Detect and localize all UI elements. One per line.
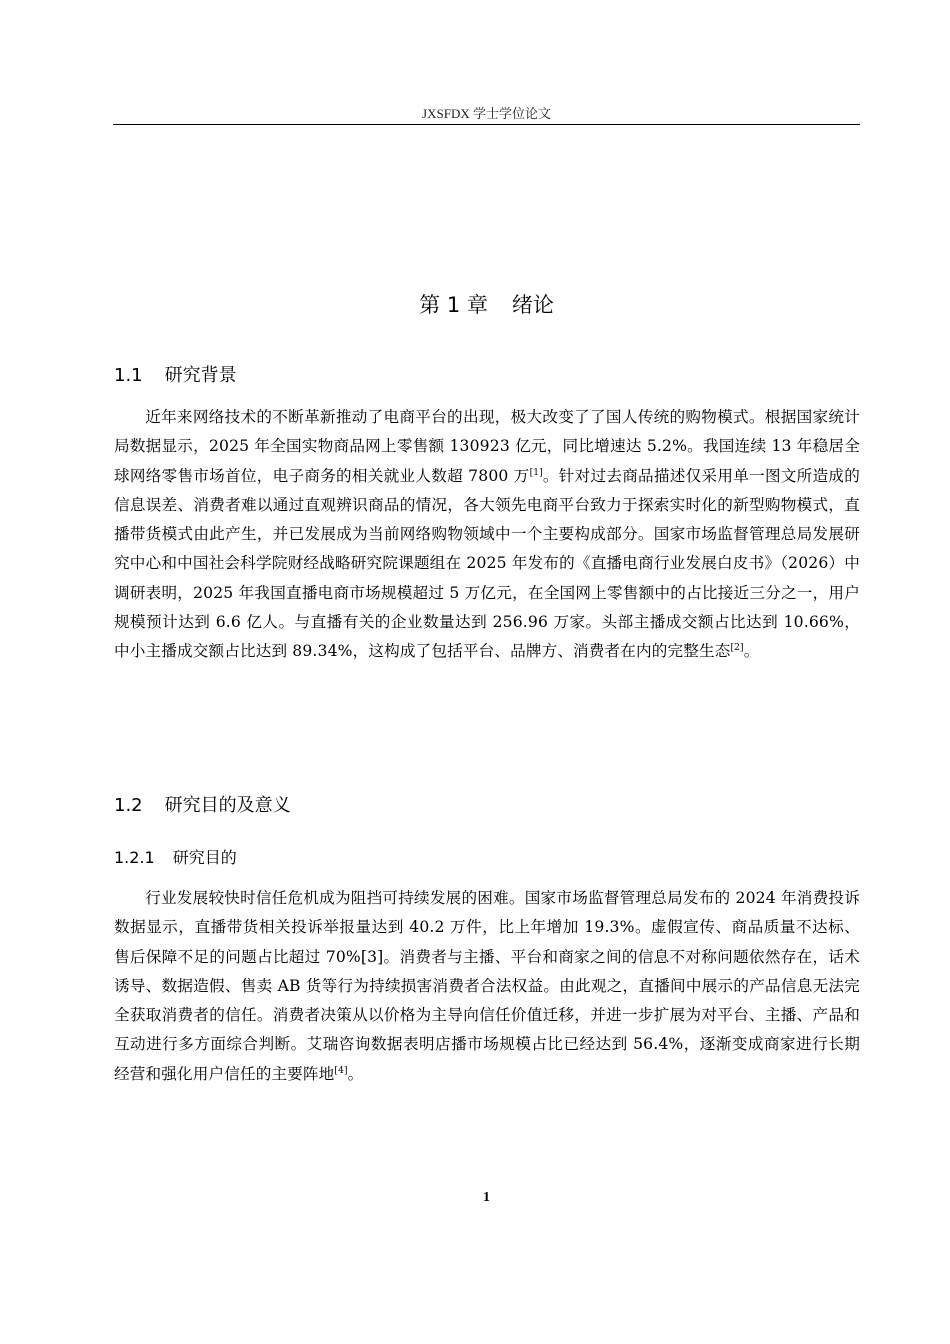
running-header: JXSFDX 学士学位论文 [422, 106, 551, 121]
section-number: 1.1 [114, 365, 143, 386]
paragraph-text: 行业发展较快时信任危机成为阻挡可持续发展的困难。国家市场监督管理总局发布的 2024 年消费投诉数据显示，直播带货相关投诉举报量达到 40.2 万件，比上年增加 19.3%。虚假宣传、商品质量不达标、售后保障不足的问题占比超过 70%[3]。消费者与主播、平台和商家之间的信息不对称问题依然存在，话术诱导、数据造假、售卖 AB 货等行为持续损害消费者合法权益。由此观之，直播间中展示的产品信息无法完全获取消费者的信任。消费者决策从以价格为主导向信任价值迁移，并进一步扩展为对平台、主播、产品和互动进行多方面综合判断。艾瑞咨询数据表明店播市场规模占比已经达到 56.4%，逐渐变成商家进行长期经营和强化用户信任的主要阵地 [114, 889, 860, 1083]
section-title: 研究目的及意义 [164, 795, 291, 816]
subsection-number: 1.2.1 [114, 848, 155, 867]
paragraph-research-purpose [114, 884, 860, 1089]
section-heading-1-1 [114, 362, 237, 390]
chapter-title [113, 288, 860, 322]
subsection-title: 研究目的 [172, 848, 237, 867]
paragraph-text: 。 [347, 1064, 364, 1083]
citation-ref: [1] [529, 467, 543, 478]
header-rule [113, 124, 860, 125]
section-heading-1-2 [114, 792, 291, 820]
chapter-name: 绪论 [511, 293, 554, 317]
paragraph-text: 近年来网络技术的不断革新推动了电商平台的出现，极大改变了了国人传统的购物模式。根据国家统计局数据显示，2025 年全国实物商品网上零售额 130923 亿元，同比增速达 5.2%。我国连续 13 年稳居全球网络零售市场首位，电子商务的相关就业人数超 7800 万 [114, 408, 860, 485]
chapter-number: 第 1 章 [419, 293, 488, 317]
section-title: 研究背景 [164, 365, 237, 386]
paragraph-research-background [114, 403, 860, 667]
subsection-heading-1-2-1 [114, 845, 237, 871]
citation-ref: [2] [730, 643, 744, 654]
page-number: 1 [483, 1190, 490, 1205]
paragraph-text: 。针对过去商品描述仅采用单一图文所造成的信息误差、消费者难以通过直观辨识商品的情况，各大领先电商平台致力于探索实时化的新型购物模式，直播带货模式由此产生，并已发展成为当前网络购物领域中一个主要构成部分。国家市场监督管理总局发展研究中心和中国社会科学院财经战略研究院课题组在 2025 年发布的《直播电商行业发展白皮书》（2026）中调研表明，2025 年我国直播电商市场规模超过 5 万亿元，在全国网上零售额中的占比接近三分之一，用户规模预计达到 6.6 亿人。与直播有关的企业数量达到 256.96 万家。头部主播成交额占比达到 10.66%，中小主播成交额占比达到 89.34%，这构成了包括平台、品牌方、消费者在内的完整生态 [114, 466, 860, 661]
section-number: 1.2 [114, 795, 143, 816]
paragraph-text: 。 [743, 642, 760, 661]
citation-ref: [4] [334, 1065, 348, 1076]
